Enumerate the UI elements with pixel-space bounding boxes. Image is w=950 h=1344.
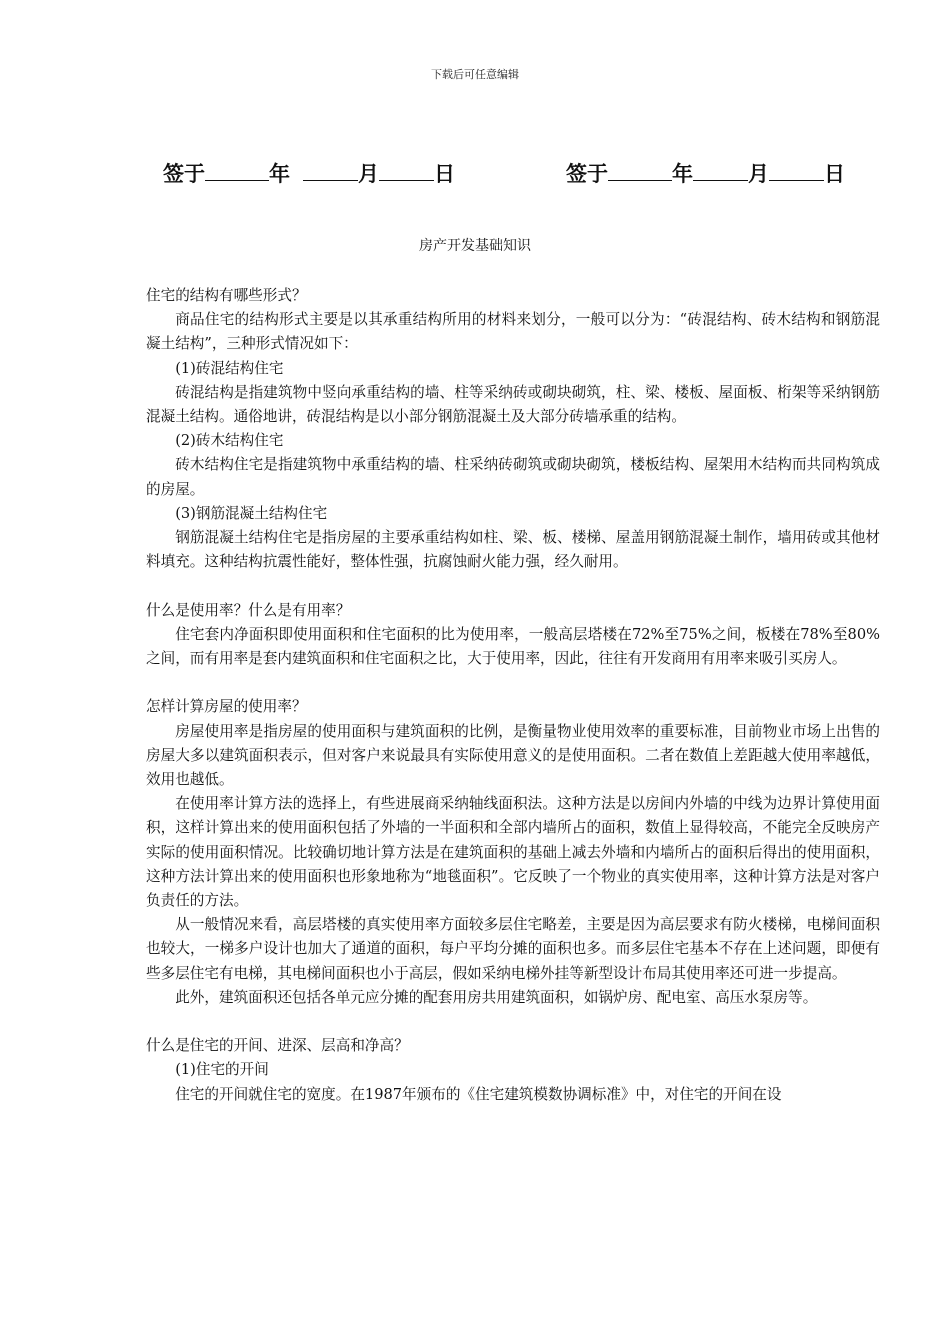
year-blank[interactable] (205, 160, 269, 181)
day-blank[interactable] (769, 160, 824, 181)
page-header-note: 下载后可任意编辑 (431, 68, 519, 81)
body-paragraph: 从一般情况来看，高层塔楼的真实使用率方面较多层住宅略差，主要是因为高层要求有防火楼梯，电梯间面积也较大，一梯多户设计也加大了通道的面积，每户平均分摊的面积也多。而多层住宅基本不存在上述问题，即便有些多层住宅有电梯，其电梯间面积也小于高层，假如采纳电梯外挂等新型设计布局其使用率还可进一步提高。 (146, 916, 880, 982)
sign-prefix: 签于 (163, 162, 205, 186)
year-blank[interactable] (608, 160, 672, 181)
section-question: 什么是住宅的开间、进深、层高和净高？ (146, 1037, 409, 1055)
section-spacer (146, 671, 880, 695)
section-spacer (146, 1010, 880, 1034)
section-question: 住宅的结构有哪些形式？ (146, 287, 307, 304)
section-question: 什么是使用率？什么是有用率？ (146, 601, 351, 619)
body-paragraph: 在使用率计算方法的选择上，有些进展商采纳轴线面积法。这种方法是以房间内外墙的中线为边界计算使用面积，这样计算出来的使用面积包括了外墙的一半面积和全部内墙所占的面积，数值上显得较高，不能完全反映房产实际的使用面积情况。比较确切地计算方法是在建筑面积的基础上减去外墙和内墙所占的面积后得出的使用面积，这种方法计算出来的使用面积也形象地称为“地毯面积”。它反映了一个物业的真实使用率，这种计算方法是对客户负责任的方法。 (146, 795, 880, 910)
section-question: 怎样计算房屋的使用率？ (146, 698, 307, 716)
document-title: 房产开发基础知识 (419, 238, 531, 254)
day-label: 日 (824, 162, 845, 186)
year-label: 年 (269, 162, 290, 186)
signature-block-right (566, 158, 845, 188)
subheading: (1)砖混结构住宅 (175, 359, 284, 377)
section-spacer (146, 574, 880, 598)
month-blank[interactable] (303, 160, 358, 181)
month-blank[interactable] (693, 160, 748, 181)
subheading: (1)住宅的开间 (175, 1061, 269, 1079)
body-paragraph: 砖木结构住宅是指建筑物中承重结构的墙、柱采纳砖砌筑或砌块砌筑，楼板结构、屋架用木结构而共同构筑成的房屋。 (146, 456, 880, 498)
subheading: (2)砖木结构住宅 (175, 432, 284, 450)
body-paragraph: 房屋使用率是指房屋的使用面积与建筑面积的比例，是衡量物业使用效率的重要标准，目前物业市场上出售的房屋大多以建筑面积表示，但对客户来说最具有实际使用意义的是使用面积。二者在数值上差距越大使用率越低，效用也越低。 (146, 722, 880, 789)
body-paragraph: 住宅套内净面积即使用面积和住宅面积的比为使用率，一般高层塔楼在72%至75%之间，板楼在78%至80%之间，而有用率是套内建筑面积和住宅面积之比，大于使用率，因此，往往有开发商用有用率来吸引买房人。 (146, 625, 880, 668)
year-label: 年 (672, 162, 693, 186)
signature-block-left (163, 158, 455, 188)
subheading: (3)钢筋混凝土结构住宅 (175, 504, 328, 522)
body-paragraph: 此外，建筑面积还包括各单元应分摊的配套用房共用建筑面积，如锅炉房、配电室、高压水泵房等。 (175, 988, 818, 1006)
body-paragraph: 商品住宅的结构形式主要是以其承重结构所用的材料来划分，一般可以分为：“砖混结构、砖木结构和钢筋混凝土结构”，三种形式情况如下： (146, 311, 880, 353)
body-paragraph: 住宅的开间就住宅的宽度。在1987年颁布的《住宅建筑模数协调标准》中，对住宅的开间在设 (175, 1085, 782, 1103)
day-blank[interactable] (379, 160, 434, 181)
sign-prefix: 签于 (566, 162, 608, 186)
body-paragraph: 砖混结构是指建筑物中竖向承重结构的墙、柱等采纳砖或砌块砌筑，柱、梁、楼板、屋面板、桁架等采纳钢筋混凝土结构。通俗地讲，砖混结构是以小部分钢筋混凝土及大部分砖墙承重的结构。 (146, 383, 880, 426)
body-paragraph: 钢筋混凝土结构住宅是指房屋的主要承重结构如柱、梁、板、楼梯、屋盖用钢筋混凝土制作，墙用砖或其他材料填充。这种结构抗震性能好，整体性强，抗腐蚀耐火能力强，经久耐用。 (146, 529, 880, 571)
document-body (146, 284, 880, 1107)
day-label: 日 (434, 162, 455, 186)
month-label: 月 (748, 162, 769, 186)
month-label: 月 (358, 162, 379, 186)
